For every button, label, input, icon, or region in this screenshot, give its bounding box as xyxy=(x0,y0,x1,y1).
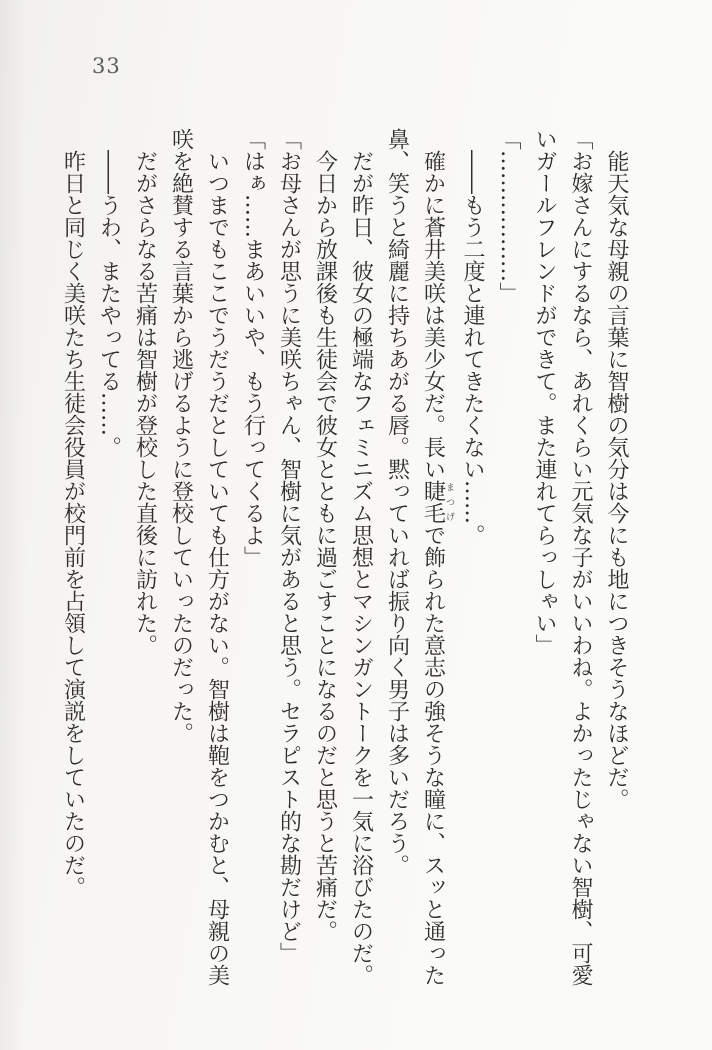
text-block xyxy=(55,128,635,986)
paragraph: だが昨日、彼女の極端なフェミニズム思想とマシンガントークを一気に浴びたのだ。 xyxy=(348,150,374,986)
paragraph: 今日から放課後も生徒会で彼女とともに過ごすことになるのだと思うと苦痛だ。 xyxy=(312,150,338,942)
paragraph: 「お嫁さんにするなら、あれくらい元気な子がいいわね。よかったじゃない智樹、可愛いガールフレンドができて。また連れてらっしゃい」 xyxy=(532,128,593,986)
paragraph: 「お母さんが思うに美咲ちゃん、智樹に気があると思う。セラピスト的な勘だけど」 xyxy=(276,128,302,964)
paragraph: 「はぁ……まあいいや、もう行ってくるよ」 xyxy=(240,128,266,568)
furigana: まつげ xyxy=(444,480,454,524)
page-number: 33 xyxy=(92,54,121,78)
paragraph: 「………………」 xyxy=(496,128,521,304)
paragraph: ――うわ、またやってる……。 xyxy=(96,150,122,458)
paragraph: だがさらなる苦痛は智樹が登校した直後に訪れた。 xyxy=(132,150,158,656)
paragraph: 確かに蒼井美咲は美少女だ。長い睫毛まつげで飾られた意志の強そうな瞳に、スッと通った鼻、笑うと綺麗に持ちあがる唇。黙っていれば振り向く男子は多いだろう。 xyxy=(384,128,454,986)
paragraph: 能天気な母親の言葉に智樹の気分は今にも地につきそうなほどだ。 xyxy=(604,150,629,810)
ruby-annotated-word: 睫毛まつげ xyxy=(420,480,454,524)
paragraph: ――もう二度と連れてきたくない……。 xyxy=(460,150,485,546)
paragraph: 昨日と同じく美咲たち生徒会役員が校門前を占領して演説をしていたのだ。 xyxy=(60,150,86,898)
paragraph: いつまでもここでうだうだとしていても仕方がない。智樹は鞄をつかむと、母親の美咲を絶賛する言葉から逃げるように登校していったのだった。 xyxy=(168,128,230,986)
